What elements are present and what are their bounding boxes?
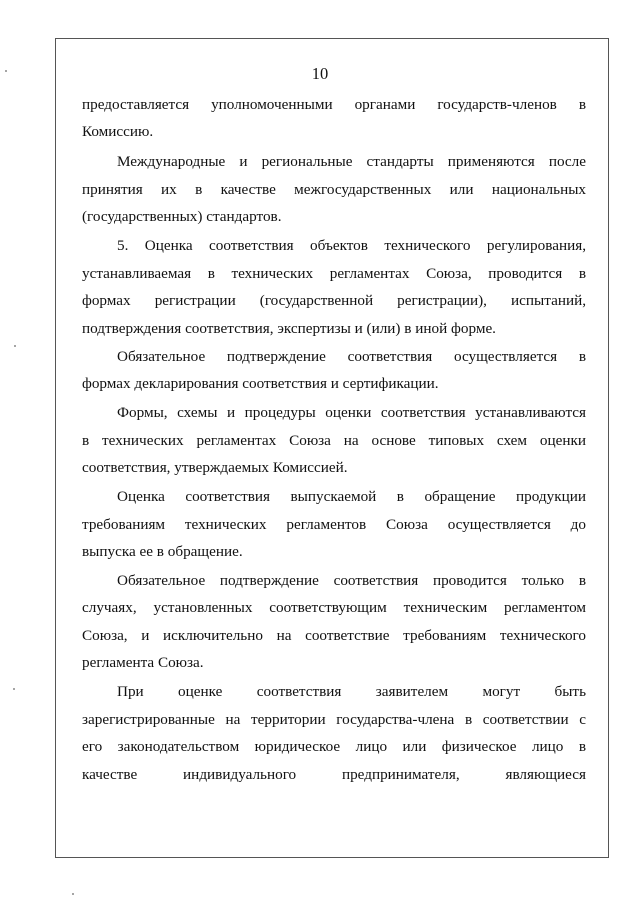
scan-speck	[72, 893, 74, 895]
text-line: выпуска ее в обращение.	[82, 543, 243, 560]
scan-speck	[13, 688, 15, 690]
text-line: формах регистрации (государственной регистрации), испытаний,	[82, 292, 586, 309]
text-line: Международные и региональные стандарты применяются после	[117, 153, 586, 170]
text-line: случаях, установленных соответствующим техническим регламентом	[82, 599, 586, 616]
text-line: в технических регламентах Союза на основе типовых схем оценки	[82, 432, 586, 449]
text-line: подтверждения соответствия, экспертизы и (или) в иной форме.	[82, 320, 496, 337]
text-line: его законодательством юридическое лицо или физическое лицо в	[82, 738, 586, 755]
text-line: Союза, и исключительно на соответствие требованиям технического	[82, 627, 586, 644]
scan-speck	[5, 70, 7, 72]
text-line: регламента Союза.	[82, 654, 204, 671]
scan-speck	[14, 345, 16, 347]
text-line: Формы, схемы и процедуры оценки соответствия устанавливаются	[117, 404, 586, 421]
text-line: соответствия, утверждаемых Комиссией.	[82, 459, 348, 476]
text-line: устанавливаемая в технических регламентах Союза, проводится в	[82, 265, 586, 282]
text-line: При оценке соответствия заявителем могут быть	[117, 683, 586, 700]
text-line: Обязательное подтверждение соответствия проводится только в	[117, 572, 586, 589]
text-line: зарегистрированные на территории государства-члена в соответствии с	[82, 711, 586, 728]
text-line: качестве индивидуального предпринимателя, являющиеся	[82, 766, 586, 783]
text-line: Комиссию.	[82, 123, 154, 140]
text-line: 5. Оценка соответствия объектов технического регулирования,	[117, 237, 586, 254]
page-number: 10	[311, 64, 329, 83]
text-line: требованиям технических регламентов Союза осуществляется до	[82, 516, 586, 533]
text-line: предоставляется уполномоченными органами государств-членов в	[82, 96, 586, 113]
text-line: формах декларирования соответствия и сертификации.	[82, 375, 439, 392]
text-line: Оценка соответствия выпускаемой в обращение продукции	[117, 488, 586, 505]
text-line: Обязательное подтверждение соответствия осуществляется в	[117, 348, 586, 365]
text-line: (государственных) стандартов.	[82, 208, 282, 225]
text-line: принятия их в качестве межгосударственных или национальных	[82, 181, 586, 198]
